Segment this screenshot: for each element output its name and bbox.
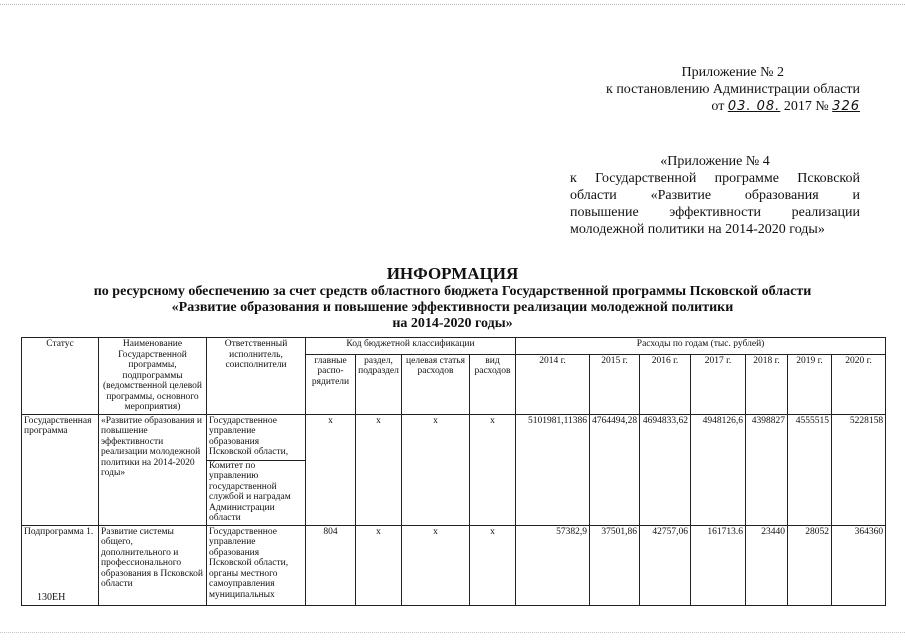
row-code: x [356,414,402,525]
header-budget-code: Код бюджетной классификации [306,338,516,355]
row-code: x [402,525,470,605]
row-code: x [470,525,516,605]
row-executor [207,414,306,525]
appendix-4-line5: молодежной политики на 2014-2020 годы» [570,222,825,237]
header-year: 2020 г. [832,354,886,414]
header-year: 2016 г. [640,354,691,414]
header-code-col: главные распо-рядители [306,354,356,414]
title-sub3: на 2014-2020 годы» [392,316,513,331]
appendix-4-title: «Приложение № 4 [660,154,770,169]
handwritten-number: 326 [832,99,860,114]
row-value-2020: 5228158 [832,414,886,525]
row-code: x [402,414,470,525]
header-expenses: Расходы по годам (тыс. рублей) [516,338,886,355]
header-executor: Ответственный исполнитель, соисполнители [207,338,306,415]
scan-top-border [0,4,905,5]
year-prefix: 2017 № [783,99,829,114]
row-value-2017: 161713.6 [691,525,746,605]
row-code: x [306,414,356,525]
executor-primary: Государственное управление образования Псковской области, [209,415,289,457]
header-code-col: вид расходов [470,354,516,414]
document-title [0,264,905,332]
row-status: Подпрограмма 1. [22,525,99,605]
row-value-2019: 4555515 [788,414,832,525]
header-year: 2014 г. [516,354,590,414]
resource-table [21,337,886,606]
row-value-2014: 5101981,11386 [516,414,590,525]
table-header-row-1 [22,338,886,355]
row-value-2020: 364360 [832,525,886,605]
executor-primary: Государственное управление образования Псковской области, органы местного самоуправления муниципальных [209,526,289,600]
header-year: 2019 г. [788,354,832,414]
row-code: 804 [306,525,356,605]
appendix-2-title: Приложение № 2 [681,65,784,80]
executor-secondary: Комитет по управлению государственной службой и наградам Администрации области [207,460,305,524]
row-status: Государственная программа [22,414,99,525]
appendix-4-line2: к Государственной программе Псковской [570,171,860,186]
table-row [22,525,886,605]
row-code: x [470,414,516,525]
date-prefix: от [711,99,725,114]
row-code: x [356,525,402,605]
table-row [22,414,886,525]
row-value-2016: 4694833,62 [640,414,691,525]
scan-bottom-border [0,632,905,633]
title-sub2: «Развитие образования и повышение эффективности реализации молодежной политики [171,300,734,315]
row-value-2014: 57382,9 [516,525,590,605]
row-value-2019: 28052 [788,525,832,605]
appendix-4-block [570,153,860,238]
row-executor [207,525,306,605]
row-value-2017: 4948126,6 [691,414,746,525]
header-code-col: целевая статья расходов [402,354,470,414]
row-value-2016: 42757,06 [640,525,691,605]
row-value-2018: 4398827 [746,414,788,525]
footer-code: 130ЕН [37,592,66,603]
row-value-2015: 4764494,28 [590,414,640,525]
appendix-2-decree: к постановлению Администрации области [606,82,860,97]
row-name: Развитие системы общего, дополнительного и профессионального образования в Псковской области [99,525,207,605]
appendix-2-block [560,64,860,115]
appendix-4-line3: области «Развитие образования и [570,188,860,203]
header-year: 2015 г. [590,354,640,414]
title-sub1: по ресурсному обеспечению за счет средств областного бюджета Государственной программы Псковской области [93,284,812,299]
appendix-4-line4: повышение эффективности реализации [570,205,860,220]
row-name: «Развитие образования и повышение эффективности реализации молодежной политики на 2014-2020 годы» [99,414,207,525]
header-year: 2018 г. [746,354,788,414]
handwritten-date: 03. 08. [727,99,781,114]
row-value-2018: 23440 [746,525,788,605]
title-main: ИНФОРМАЦИЯ [386,264,519,283]
header-status: Статус [22,338,99,415]
header-name: Наименование Государственной программы, подпрограммы (ведомственной целевой программы, основного мероприятия) [99,338,207,415]
appendix-2-date-line [560,98,860,115]
header-year: 2017 г. [691,354,746,414]
header-code-col: раздел, подраздел [356,354,402,414]
row-value-2015: 37501,86 [590,525,640,605]
